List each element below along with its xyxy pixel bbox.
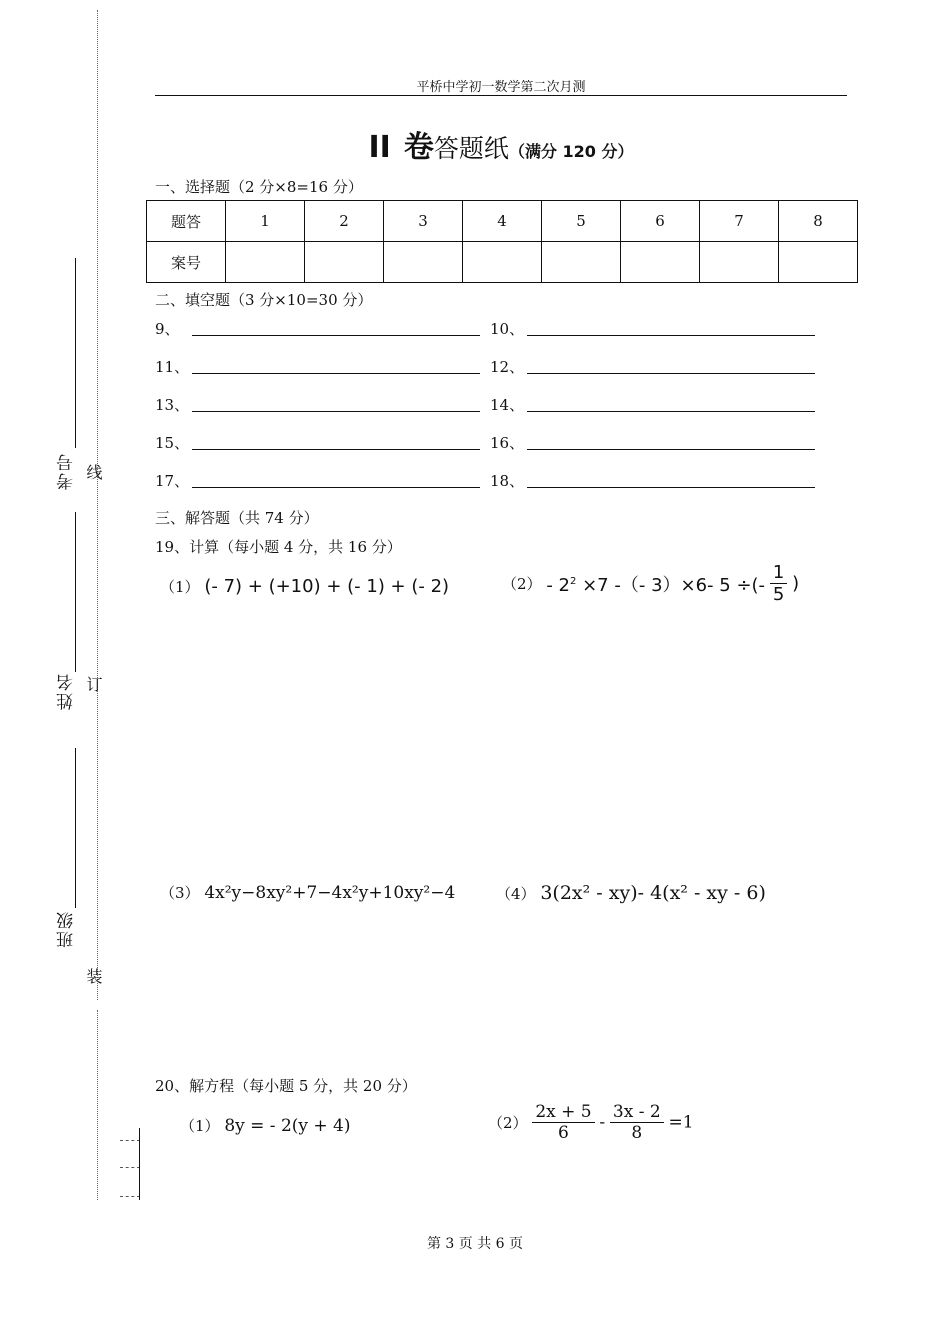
question-number-2: 2	[305, 201, 384, 242]
title-roman: II	[368, 130, 391, 165]
table-row1-label: 题答	[147, 201, 226, 242]
q19-4-label: （4）	[496, 885, 536, 903]
q19-2-denominator: 5	[772, 584, 785, 605]
answer-cell-8[interactable]	[779, 242, 858, 283]
q19-2-label: （2）	[502, 575, 542, 593]
section2-heading: 二、填空题（3 分×10=30 分）	[155, 291, 373, 309]
q19-2-numerator: 1	[770, 562, 787, 584]
q19-2-expr-a: - 2	[546, 574, 570, 596]
header-rule	[155, 95, 847, 96]
q19-1	[160, 576, 449, 597]
binding-dotted-line	[97, 10, 98, 1000]
q19-3-expression: 4x²y−8xy²+7−4x²y+10xy²−4	[204, 883, 456, 903]
q20-1-expression: 8y = - 2(y + 4)	[224, 1116, 351, 1136]
answer-cell-5[interactable]	[542, 242, 621, 283]
xian-label: 线	[84, 464, 103, 480]
q19-heading: 19、计算（每小题 4 分，共 16 分）	[155, 538, 402, 556]
blank-label-13: 13、	[155, 396, 190, 414]
q19-2-close: )	[792, 573, 800, 594]
blank-line-18[interactable]	[527, 487, 815, 488]
q19-2	[502, 562, 799, 605]
answer-cell-6[interactable]	[621, 242, 700, 283]
question-number-8: 8	[779, 201, 858, 242]
table-row2-label: 案号	[147, 242, 226, 283]
q20-2-numerator-1: 2x + 5	[532, 1102, 594, 1123]
margin-tick-marks	[118, 1140, 140, 1200]
q20-2	[488, 1102, 694, 1143]
q19-4-expression: 3(2x² - xy)- 4(x² - xy - 6)	[540, 882, 766, 904]
binding-dotted-line-lower	[97, 1010, 98, 1200]
blank-line-12[interactable]	[527, 373, 815, 374]
blank-line-14[interactable]	[527, 411, 815, 412]
q19-2-fraction	[770, 562, 787, 605]
name-label: 姓名	[57, 672, 77, 710]
blank-label-10: 10、	[490, 320, 525, 338]
name-line	[75, 512, 76, 672]
answer-cell-2[interactable]	[305, 242, 384, 283]
blank-line-11[interactable]	[192, 373, 480, 374]
page-title	[155, 122, 847, 166]
q20-2-fraction-1	[532, 1102, 594, 1143]
blank-label-15: 15、	[155, 434, 190, 452]
answer-table	[146, 200, 858, 283]
blank-line-15[interactable]	[192, 449, 480, 450]
blank-label-17: 17、	[155, 472, 190, 490]
zhuang-label: 装	[84, 968, 103, 984]
answer-cell-7[interactable]	[700, 242, 779, 283]
q20-2-numerator-2: 3x - 2	[610, 1102, 664, 1123]
section3-heading: 三、解答题（共 74 分）	[155, 509, 319, 527]
q19-1-label: （1）	[160, 578, 200, 596]
q20-1-label: （1）	[180, 1117, 220, 1135]
q20-2-minus: -	[599, 1112, 606, 1133]
q20-1	[180, 1115, 351, 1136]
question-number-4: 4	[463, 201, 542, 242]
q20-heading: 20、解方程（每小题 5 分，共 20 分）	[155, 1077, 417, 1095]
q19-1-expression: (- 7) + (+10) + (- 1) + (- 2)	[204, 576, 450, 597]
blank-line-16[interactable]	[527, 449, 815, 450]
q20-2-fraction-2	[610, 1102, 664, 1143]
class-label: 班级	[57, 910, 77, 948]
question-number-1: 1	[226, 201, 305, 242]
q19-3-label: （3）	[160, 884, 200, 902]
question-number-3: 3	[384, 201, 463, 242]
blank-line-13[interactable]	[192, 411, 480, 412]
q20-2-denominator-2: 8	[631, 1123, 643, 1143]
blank-line-17[interactable]	[192, 487, 480, 488]
header-title: 平桥中学初一数学第二次月测	[416, 80, 586, 95]
answer-cell-1[interactable]	[226, 242, 305, 283]
title-note: （满分 120 分）	[508, 142, 634, 161]
blank-label-12: 12、	[490, 358, 525, 376]
exam-no-line	[75, 258, 76, 448]
q19-2-exponent: 2	[570, 575, 577, 587]
blank-label-14: 14、	[490, 396, 525, 414]
class-line	[75, 748, 76, 908]
blank-label-11: 11、	[155, 358, 190, 376]
title-juan: 卷	[403, 130, 434, 165]
exam-no-label: 考号	[57, 452, 77, 490]
question-number-7: 7	[700, 201, 779, 242]
blank-line-9[interactable]	[192, 335, 480, 336]
title-main: 答题纸	[433, 134, 509, 163]
answer-cell-3[interactable]	[384, 242, 463, 283]
q20-2-rhs: =1	[668, 1112, 694, 1133]
ding-label: 订	[84, 676, 103, 692]
q19-2-expr-b: ×7 -（- 3）×6- 5 ÷(-	[576, 574, 766, 596]
q20-2-label: （2）	[488, 1114, 528, 1132]
question-number-6: 6	[621, 201, 700, 242]
q20-2-denominator-1: 6	[558, 1123, 569, 1143]
q19-3	[160, 882, 455, 903]
blank-label-9: 9、	[155, 320, 180, 338]
question-number-5: 5	[542, 201, 621, 242]
q19-4	[496, 882, 766, 904]
answer-cell-4[interactable]	[463, 242, 542, 283]
blank-label-16: 16、	[490, 434, 525, 452]
page-footer: 第 3 页 共 6 页	[426, 1236, 524, 1252]
blank-line-10[interactable]	[527, 335, 815, 336]
section1-heading: 一、选择题（2 分×8=16 分）	[155, 178, 363, 196]
blank-label-18: 18、	[490, 472, 525, 490]
